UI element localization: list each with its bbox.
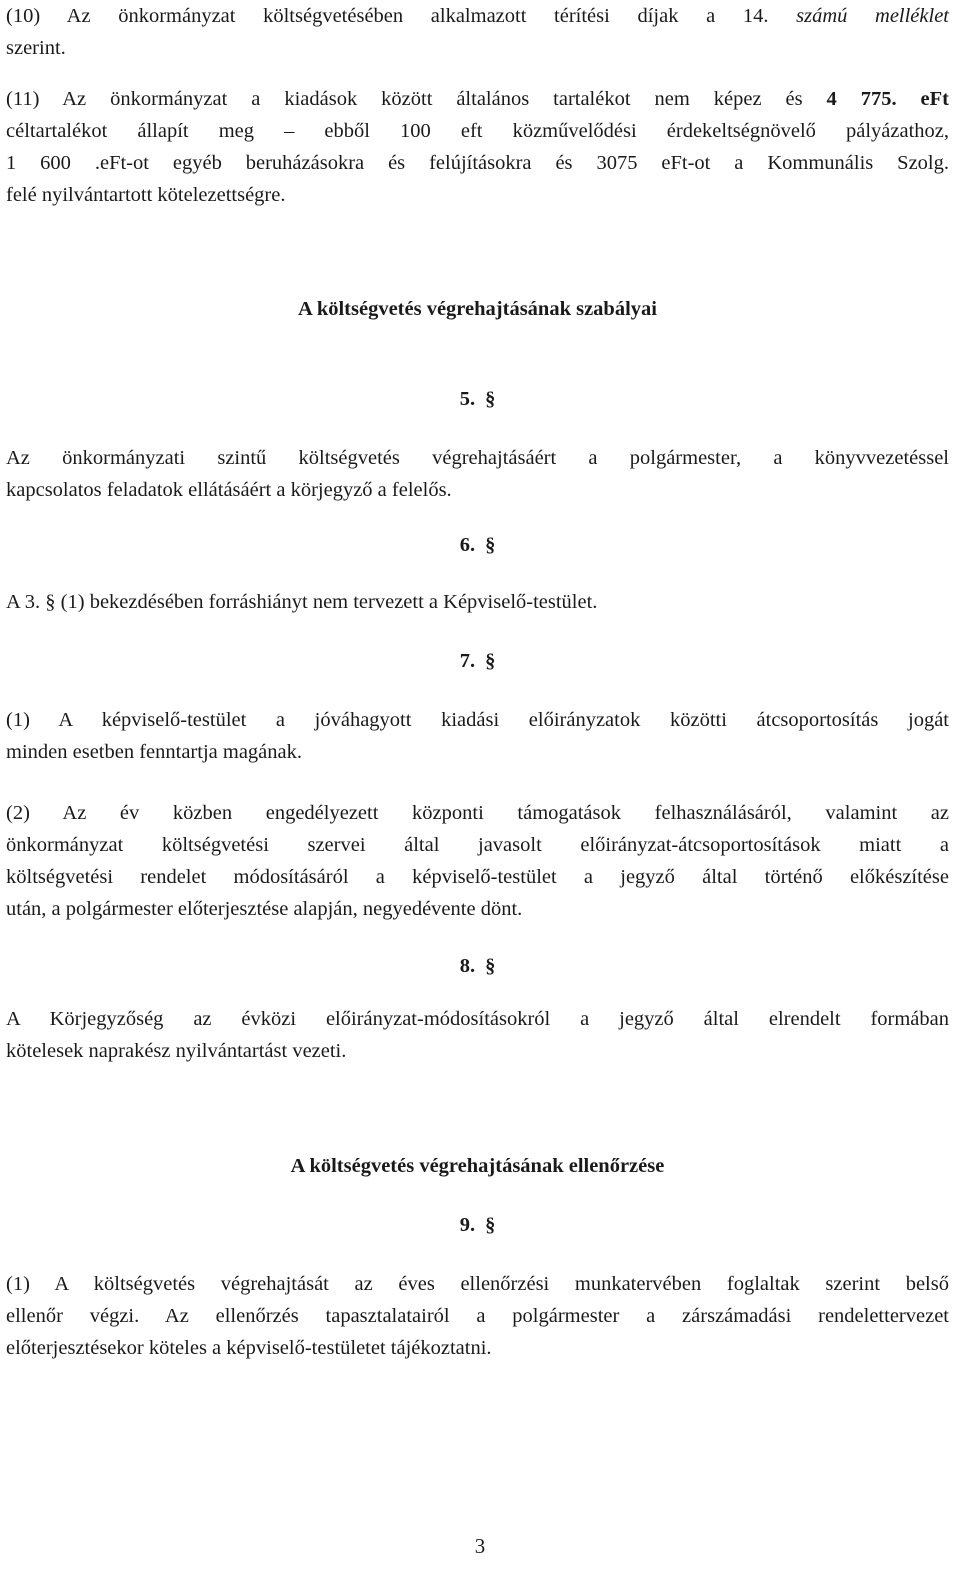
section-8-line-2: kötelesek naprakész nyilvántartást vezeti. bbox=[6, 1040, 347, 1062]
section-7-paragraph-1 bbox=[6, 704, 949, 768]
section-number-9: 9. § bbox=[459, 1214, 496, 1236]
section-7-p2-line-4: után, a polgármester előterjesztése alapján, negyedévente dönt. bbox=[6, 898, 523, 920]
section-9-text bbox=[6, 1268, 949, 1364]
section-7-p1-line-1: (1) A képviselő-testület a jóváhagyott kiadási előirányzatok közötti átcsoportosítás jogát bbox=[6, 709, 949, 731]
section-6-line-1: A 3. § (1) bekezdésében forráshiányt nem tervezett a Képviselő-testület. bbox=[6, 591, 598, 613]
section-5-text bbox=[6, 442, 949, 506]
page-number: 3 bbox=[474, 1534, 486, 1558]
section-7-p1-line-2: minden esetben fenntartja magának. bbox=[6, 741, 302, 763]
section-heading-rules: A költségvetés végrehajtásának szabályai bbox=[298, 298, 657, 320]
paragraph-10-line-1: (10) Az önkormányzat költségvetésében alkalmazott térítési díjak a 14. számú melléklet bbox=[6, 5, 949, 27]
section-8-line-1: A Körjegyzőség az évközi előirányzat-módosításokról a jegyző által elrendelt formában bbox=[6, 1008, 949, 1030]
section-9-line-3: előterjesztésekor köteles a képviselő-testületet tájékoztatni. bbox=[6, 1337, 492, 1359]
annex-reference: számú melléklet bbox=[796, 5, 949, 27]
section-6-text bbox=[6, 586, 949, 618]
amount-bold: 4 775. eFt bbox=[826, 88, 950, 110]
section-number-7: 7. § bbox=[459, 650, 496, 672]
section-symbol: § bbox=[485, 388, 496, 410]
section-7-p2-line-3: költségvetési rendelet módosításáról a képviselő-testület a jegyző által történő előkészítése bbox=[6, 866, 949, 888]
paragraph-11-line-1: (11) Az önkormányzat a kiadások között általános tartalékot nem képez és 4 775. eFt bbox=[6, 88, 950, 110]
paragraph-11-line-2: céltartalékot állapít meg – ebből 100 eft közművelődési érdekeltségnövelő pályázathoz, bbox=[6, 120, 949, 142]
section-9-line-1: (1) A költségvetés végrehajtását az éves ellenőrzési munkatervében foglaltak szerint belső bbox=[6, 1273, 949, 1295]
paragraph-10-line-2: szerint. bbox=[6, 37, 66, 59]
section-5-line-1: Az önkormányzati szintű költségvetés végrehajtásáért a polgármester, a könyvvezetéssel bbox=[6, 447, 949, 469]
section-7-p2-line-1: (2) Az év közben engedélyezett központi támogatások felhasználásáról, valamint az bbox=[6, 802, 949, 824]
section-symbol: § bbox=[485, 650, 496, 672]
section-number-5: 5. § bbox=[459, 388, 496, 410]
section-number-8: 8. § bbox=[459, 955, 496, 977]
paragraph-11-line-3: 1 600 .eFt-ot egyéb beruházásokra és felújításokra és 3075 eFt-ot a Kommunális Szolg. bbox=[6, 152, 949, 174]
section-7-p2-line-2: önkormányzat költségvetési szervei által javasolt előirányzat-átcsoportosítások miatt a bbox=[6, 834, 949, 856]
paragraph-11 bbox=[6, 83, 949, 211]
section-7-paragraph-2 bbox=[6, 797, 949, 925]
section-symbol: § bbox=[485, 955, 496, 977]
section-9-line-2: ellenőr végzi. Az ellenőrzés tapasztalatairól a polgármester a zárszámadási rendelettervezet bbox=[6, 1305, 949, 1327]
paragraph-11-line-4: felé nyilvántartott kötelezettségre. bbox=[6, 184, 286, 206]
section-symbol: § bbox=[485, 1214, 496, 1236]
paragraph-10 bbox=[6, 0, 949, 64]
section-symbol: § bbox=[485, 534, 496, 556]
section-5-line-2: kapcsolatos feladatok ellátásáért a körjegyző a felelős. bbox=[6, 479, 452, 501]
section-8-text bbox=[6, 1003, 949, 1067]
section-number-6: 6. § bbox=[459, 534, 496, 556]
section-heading-audit: A költségvetés végrehajtásának ellenőrzése bbox=[290, 1155, 665, 1177]
